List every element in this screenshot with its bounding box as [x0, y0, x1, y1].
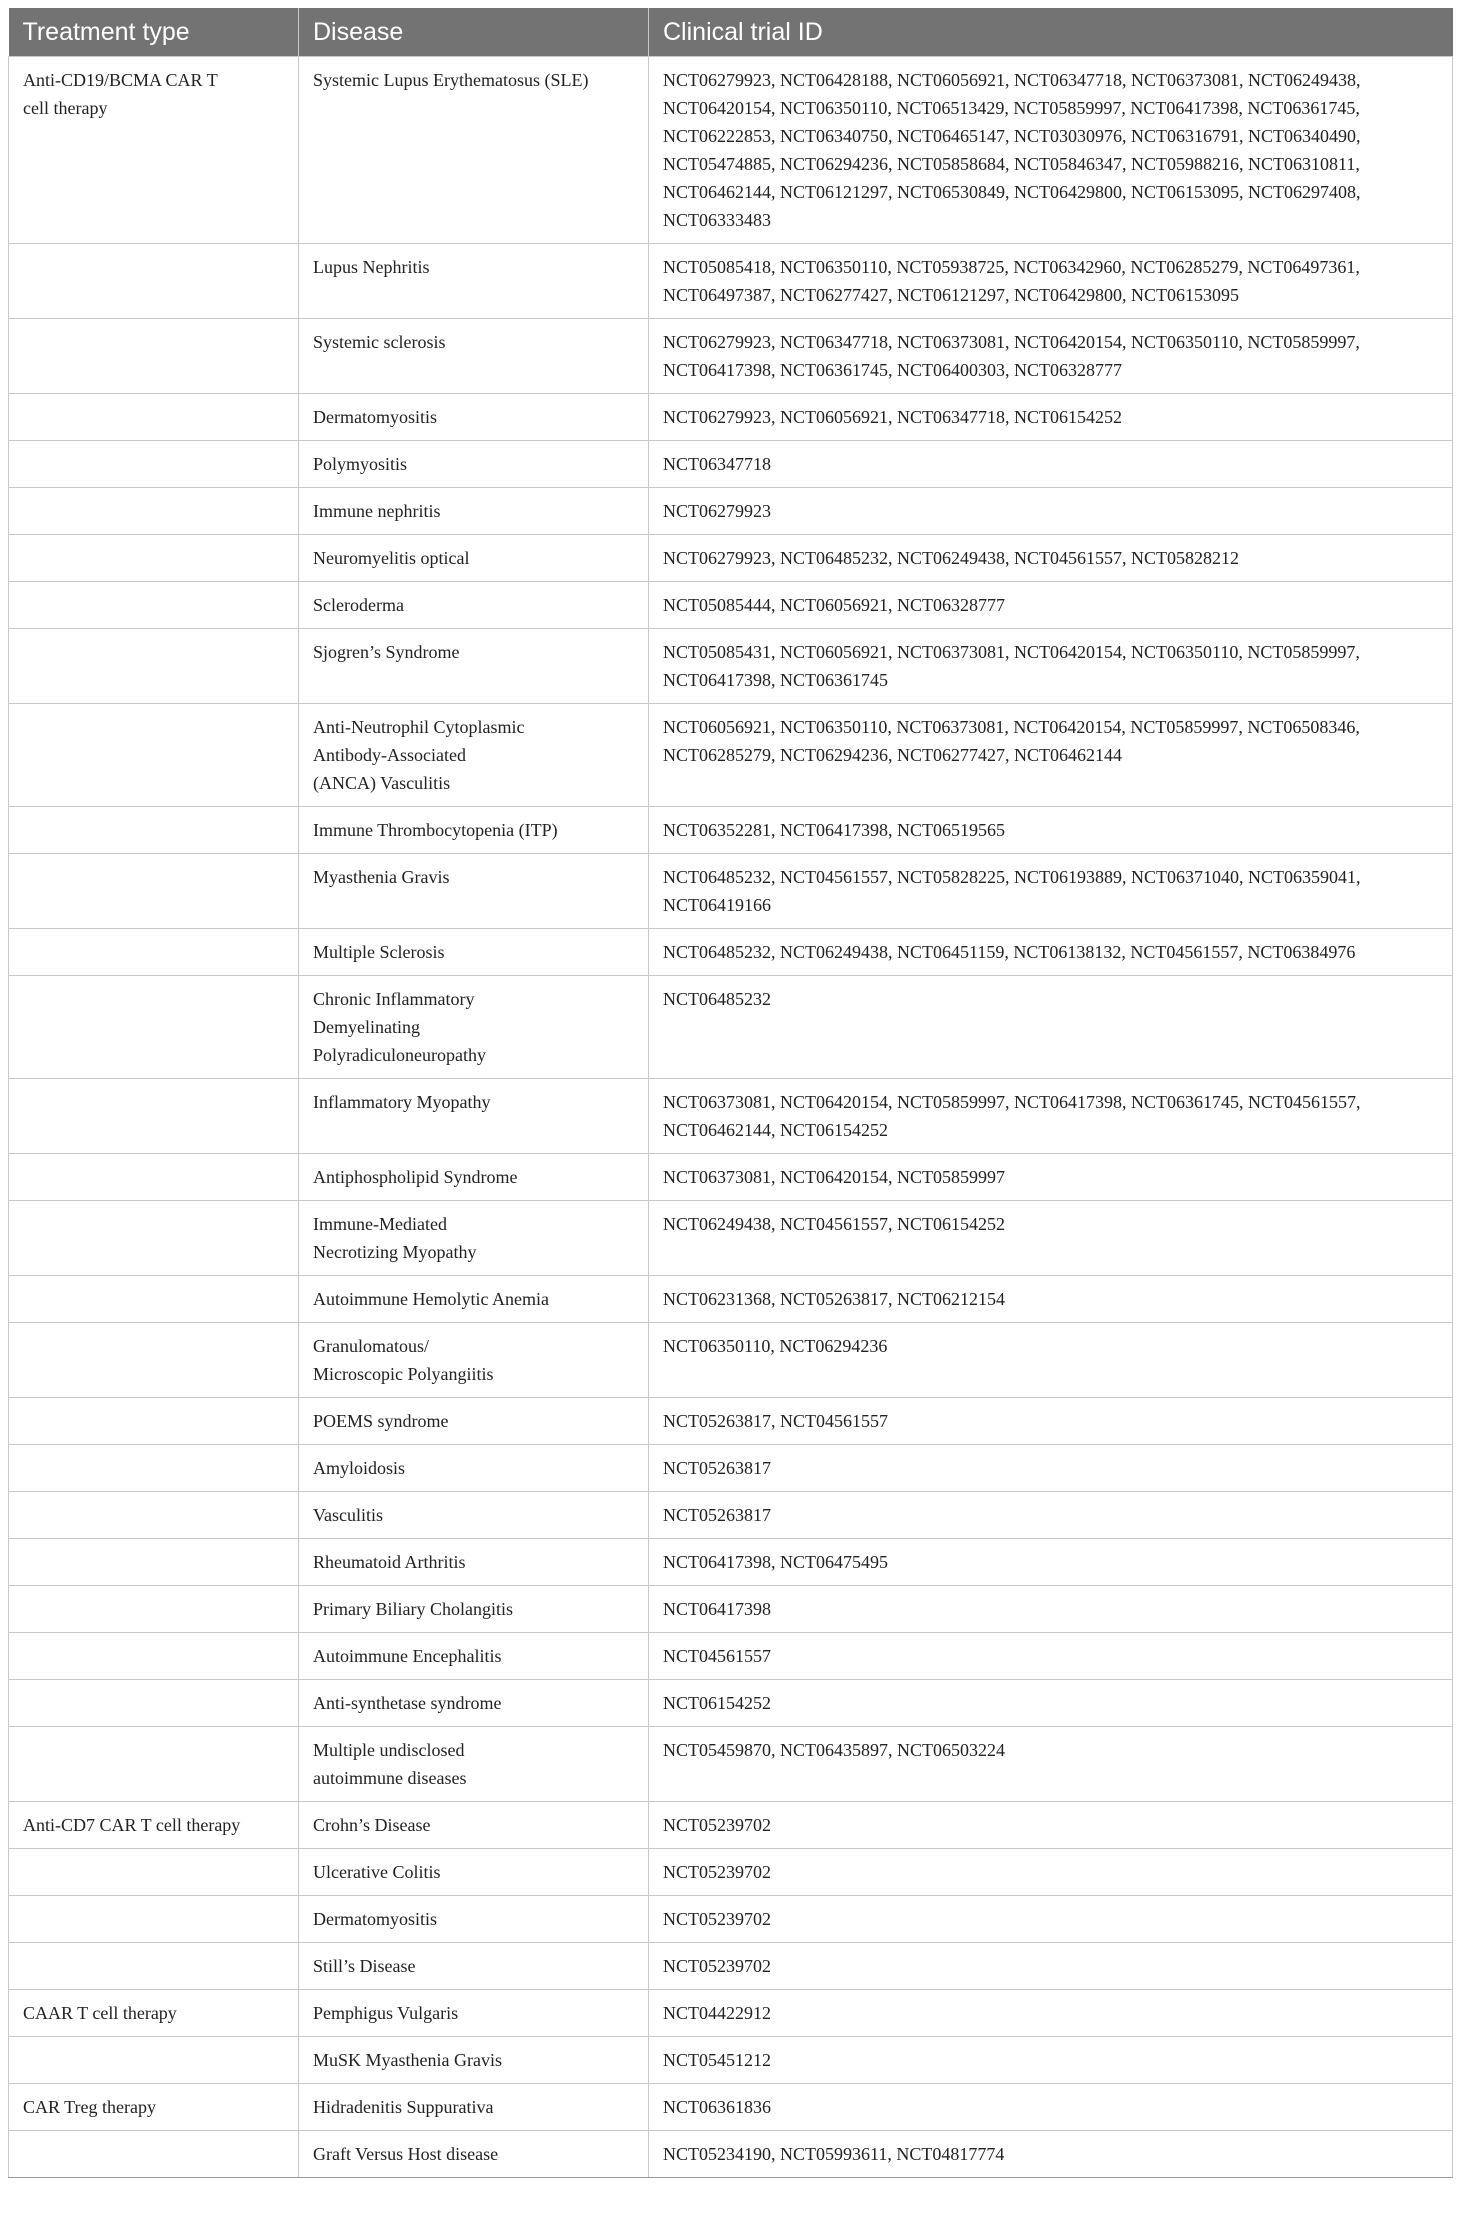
treatment-cell	[9, 2037, 299, 2084]
trial-ids-cell: NCT06485232	[649, 976, 1453, 1079]
disease-cell: Primary Biliary Cholangitis	[299, 1586, 649, 1633]
table-row	[9, 488, 1453, 535]
trial-ids-cell: NCT05451212	[649, 2037, 1453, 2084]
trial-ids-cell: NCT06056921, NCT06350110, NCT06373081, NCT06420154, NCT05859997, NCT06508346, NCT06285279, NCT06294236, NCT06277427, NCT06462144	[649, 704, 1453, 807]
treatment-cell: Anti-CD19/BCMA CAR T cell therapy	[9, 57, 299, 244]
trial-ids-cell: NCT06361836	[649, 2084, 1453, 2131]
disease-cell: Dermatomyositis	[299, 394, 649, 441]
table-row	[9, 1727, 1453, 1802]
disease-cell: Autoimmune Hemolytic Anemia	[299, 1276, 649, 1323]
disease-cell: Immune-Mediated Necrotizing Myopathy	[299, 1201, 649, 1276]
table-row	[9, 1445, 1453, 1492]
disease-cell: Polymyositis	[299, 441, 649, 488]
treatment-cell	[9, 535, 299, 582]
trial-ids-cell: NCT06347718	[649, 441, 1453, 488]
header-disease: Disease	[299, 8, 649, 57]
disease-cell: Immune nephritis	[299, 488, 649, 535]
trial-ids-cell: NCT05263817	[649, 1445, 1453, 1492]
trial-ids-cell: NCT06279923, NCT06056921, NCT06347718, NCT06154252	[649, 394, 1453, 441]
trial-ids-cell: NCT05263817, NCT04561557	[649, 1398, 1453, 1445]
table-row	[9, 1990, 1453, 2037]
trial-ids-cell: NCT06485232, NCT06249438, NCT06451159, NCT06138132, NCT04561557, NCT06384976	[649, 929, 1453, 976]
disease-cell: Scleroderma	[299, 582, 649, 629]
trial-ids-cell: NCT06417398	[649, 1586, 1453, 1633]
trial-ids-cell: NCT05234190, NCT05993611, NCT04817774	[649, 2131, 1453, 2178]
treatment-cell: Anti-CD7 CAR T cell therapy	[9, 1802, 299, 1849]
trial-ids-cell: NCT06373081, NCT06420154, NCT05859997	[649, 1154, 1453, 1201]
table-header	[9, 8, 1453, 57]
table-row	[9, 1633, 1453, 1680]
table-row	[9, 1943, 1453, 1990]
disease-cell: Systemic sclerosis	[299, 319, 649, 394]
table-row	[9, 394, 1453, 441]
treatment-cell	[9, 1079, 299, 1154]
trial-ids-cell: NCT06485232, NCT04561557, NCT05828225, NCT06193889, NCT06371040, NCT06359041, NCT06419166	[649, 854, 1453, 929]
treatment-cell	[9, 582, 299, 629]
disease-cell: Sjogren’s Syndrome	[299, 629, 649, 704]
table-row	[9, 929, 1453, 976]
treatment-cell	[9, 1539, 299, 1586]
table-row	[9, 535, 1453, 582]
trial-ids-cell: NCT05085444, NCT06056921, NCT06328777	[649, 582, 1453, 629]
table-row	[9, 1539, 1453, 1586]
disease-cell: Autoimmune Encephalitis	[299, 1633, 649, 1680]
trial-ids-cell: NCT06417398, NCT06475495	[649, 1539, 1453, 1586]
treatment-cell: CAR Treg therapy	[9, 2084, 299, 2131]
treatment-cell	[9, 704, 299, 807]
treatment-cell	[9, 1896, 299, 1943]
disease-cell: Pemphigus Vulgaris	[299, 1990, 649, 2037]
table-row	[9, 441, 1453, 488]
treatment-cell	[9, 1586, 299, 1633]
treatment-cell	[9, 629, 299, 704]
treatment-cell	[9, 1201, 299, 1276]
treatment-cell	[9, 1727, 299, 1802]
table-row	[9, 854, 1453, 929]
treatment-cell	[9, 1492, 299, 1539]
disease-cell: Neuromyelitis optical	[299, 535, 649, 582]
disease-cell: Crohn’s Disease	[299, 1802, 649, 1849]
disease-cell: Ulcerative Colitis	[299, 1849, 649, 1896]
treatment-cell	[9, 807, 299, 854]
trial-ids-cell: NCT06154252	[649, 1680, 1453, 1727]
trial-ids-cell: NCT06279923, NCT06347718, NCT06373081, NCT06420154, NCT06350110, NCT05859997, NCT06417398, NCT06361745, NCT06400303, NCT06328777	[649, 319, 1453, 394]
trial-ids-cell: NCT06249438, NCT04561557, NCT06154252	[649, 1201, 1453, 1276]
table-row	[9, 1896, 1453, 1943]
disease-cell: Inflammatory Myopathy	[299, 1079, 649, 1154]
table-row	[9, 57, 1453, 244]
table-row	[9, 807, 1453, 854]
table-row	[9, 319, 1453, 394]
disease-cell: Myasthenia Gravis	[299, 854, 649, 929]
disease-cell: Anti-synthetase syndrome	[299, 1680, 649, 1727]
trial-ids-cell: NCT05239702	[649, 1802, 1453, 1849]
disease-cell: Systemic Lupus Erythematosus (SLE)	[299, 57, 649, 244]
table-row	[9, 1201, 1453, 1276]
treatment-cell	[9, 1154, 299, 1201]
table-row	[9, 2084, 1453, 2131]
trial-ids-cell: NCT06279923, NCT06428188, NCT06056921, NCT06347718, NCT06373081, NCT06249438, NCT06420154, NCT06350110, NCT06513429, NCT05859997, NCT06417398, NCT06361745, NCT06222853, NCT06340750, NCT06465147, NCT03030976, NCT06316791, NCT06340490, NCT05474885, NCT06294236, NCT05858684, NCT05846347, NCT05988216, NCT06310811, NCT06462144, NCT06121297, NCT06530849, NCT06429800, NCT06153095, NCT06297408, NCT06333483	[649, 57, 1453, 244]
table-row	[9, 1276, 1453, 1323]
table-row	[9, 1398, 1453, 1445]
trial-ids-cell: NCT05085418, NCT06350110, NCT05938725, NCT06342960, NCT06285279, NCT06497361, NCT06497387, NCT06277427, NCT06121297, NCT06429800, NCT06153095	[649, 244, 1453, 319]
disease-cell: Hidradenitis Suppurativa	[299, 2084, 649, 2131]
trial-ids-cell: NCT06373081, NCT06420154, NCT05859997, NCT06417398, NCT06361745, NCT04561557, NCT06462144, NCT06154252	[649, 1079, 1453, 1154]
treatment-cell	[9, 1445, 299, 1492]
trial-ids-cell: NCT04422912	[649, 1990, 1453, 2037]
table-row	[9, 582, 1453, 629]
table-row	[9, 1079, 1453, 1154]
trial-ids-cell: NCT04561557	[649, 1633, 1453, 1680]
treatment-cell	[9, 244, 299, 319]
disease-cell: Multiple undisclosed autoimmune diseases	[299, 1727, 649, 1802]
trial-ids-cell: NCT06231368, NCT05263817, NCT06212154	[649, 1276, 1453, 1323]
treatment-cell: CAAR T cell therapy	[9, 1990, 299, 2037]
treatment-cell	[9, 1323, 299, 1398]
treatment-cell	[9, 1398, 299, 1445]
treatment-cell	[9, 441, 299, 488]
treatment-cell	[9, 1943, 299, 1990]
treatment-cell	[9, 854, 299, 929]
header-clinical-trial-id: Clinical trial ID	[649, 8, 1453, 57]
treatment-cell	[9, 1849, 299, 1896]
trial-ids-cell: NCT06350110, NCT06294236	[649, 1323, 1453, 1398]
header-row	[9, 8, 1453, 57]
table-row	[9, 244, 1453, 319]
table-row	[9, 1492, 1453, 1539]
table-row	[9, 1849, 1453, 1896]
table-row	[9, 1802, 1453, 1849]
table-row	[9, 2131, 1453, 2178]
treatment-cell	[9, 929, 299, 976]
disease-cell: Dermatomyositis	[299, 1896, 649, 1943]
disease-cell: Rheumatoid Arthritis	[299, 1539, 649, 1586]
treatment-cell	[9, 1276, 299, 1323]
trial-ids-cell: NCT05085431, NCT06056921, NCT06373081, NCT06420154, NCT06350110, NCT05859997, NCT06417398, NCT06361745	[649, 629, 1453, 704]
header-treatment-type: Treatment type	[9, 8, 299, 57]
disease-cell: Graft Versus Host disease	[299, 2131, 649, 2178]
trial-ids-cell: NCT05263817	[649, 1492, 1453, 1539]
treatment-cell	[9, 319, 299, 394]
trial-ids-cell: NCT05239702	[649, 1943, 1453, 1990]
trial-ids-cell: NCT06352281, NCT06417398, NCT06519565	[649, 807, 1453, 854]
table-row	[9, 629, 1453, 704]
table-row	[9, 1680, 1453, 1727]
disease-cell: Multiple Sclerosis	[299, 929, 649, 976]
treatment-cell	[9, 394, 299, 441]
table-row	[9, 1323, 1453, 1398]
table-row	[9, 976, 1453, 1079]
treatment-cell	[9, 2131, 299, 2178]
treatment-cell	[9, 1680, 299, 1727]
trial-ids-cell: NCT05459870, NCT06435897, NCT06503224	[649, 1727, 1453, 1802]
disease-cell: Chronic Inflammatory Demyelinating Polyradiculoneuropathy	[299, 976, 649, 1079]
treatment-cell	[9, 976, 299, 1079]
disease-cell: Still’s Disease	[299, 1943, 649, 1990]
disease-cell: Immune Thrombocytopenia (ITP)	[299, 807, 649, 854]
trial-ids-cell: NCT06279923	[649, 488, 1453, 535]
treatment-cell	[9, 1633, 299, 1680]
table-row	[9, 1154, 1453, 1201]
disease-cell: Vasculitis	[299, 1492, 649, 1539]
disease-cell: MuSK Myasthenia Gravis	[299, 2037, 649, 2084]
trial-ids-cell: NCT05239702	[649, 1896, 1453, 1943]
table-row	[9, 1586, 1453, 1633]
table-row	[9, 704, 1453, 807]
table-row	[9, 2037, 1453, 2084]
disease-cell: Antiphospholipid Syndrome	[299, 1154, 649, 1201]
trial-ids-cell: NCT05239702	[649, 1849, 1453, 1896]
treatment-cell	[9, 488, 299, 535]
disease-cell: Anti-Neutrophil Cytoplasmic Antibody-Associated (ANCA) Vasculitis	[299, 704, 649, 807]
disease-cell: Lupus Nephritis	[299, 244, 649, 319]
disease-cell: Amyloidosis	[299, 1445, 649, 1492]
clinical-trials-table	[8, 8, 1453, 2178]
disease-cell: POEMS syndrome	[299, 1398, 649, 1445]
disease-cell: Granulomatous/ Microscopic Polyangiitis	[299, 1323, 649, 1398]
table-body	[9, 57, 1453, 2178]
trial-ids-cell: NCT06279923, NCT06485232, NCT06249438, NCT04561557, NCT05828212	[649, 535, 1453, 582]
